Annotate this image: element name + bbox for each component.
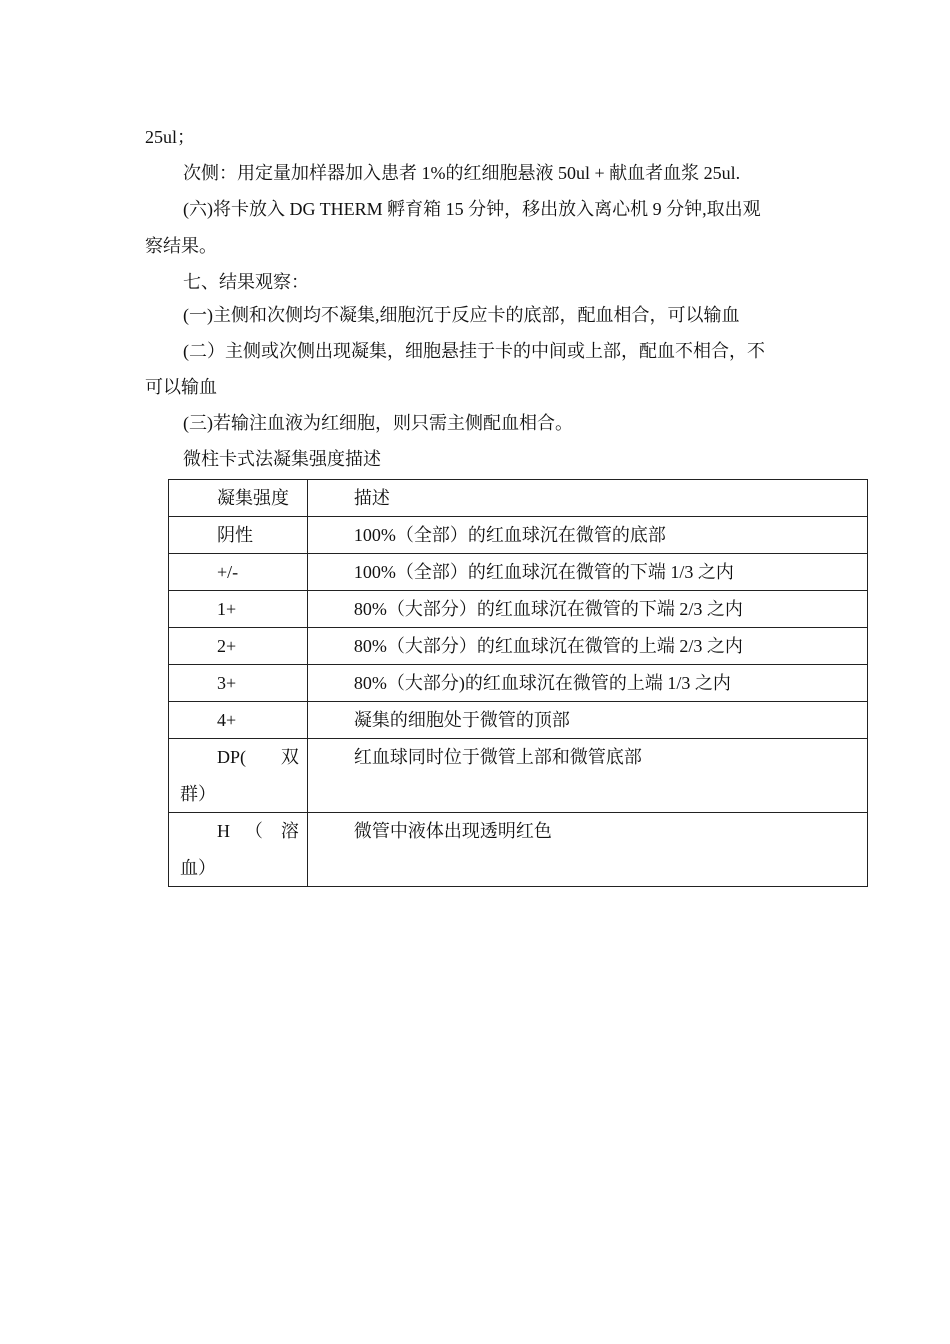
header-description: 描述: [353, 488, 390, 508]
description-cell: 凝集的细胞处于微管的顶部: [353, 710, 570, 730]
header-grade: 凝集强度: [217, 488, 289, 508]
table-caption: 微柱卡式法凝集强度描述: [183, 449, 381, 469]
grade-cell: [169, 813, 307, 886]
table-row: [169, 665, 868, 702]
paragraph-3: (六)将卡放入 DG THERM 孵育箱 15 分钟，移出放入离心机 9 分钟,取出观: [183, 199, 761, 219]
description-cell: 100%（全部）的红血球沉在微管的下端 1/3 之内: [353, 562, 734, 582]
table-row: [169, 628, 868, 665]
paragraph-2: 次侧：用定量加样器加入患者 1%的红细胞悬液 50ul + 献血者血浆 25ul.: [183, 163, 741, 183]
grade-cell: 3+: [217, 673, 237, 693]
paragraph-1: 25ul；: [145, 127, 196, 147]
grade-cell: 2+: [217, 636, 237, 656]
grade-text-part: （ 溶: [244, 821, 299, 841]
table-row: [169, 702, 868, 739]
grade-text-part: 血）: [180, 858, 216, 878]
table-row: [169, 813, 868, 887]
grade-cell: 4+: [217, 710, 237, 730]
paragraph-5-cont: 可以输血: [145, 377, 217, 397]
description-cell: 80%（大部分）的红血球沉在微管的下端 2/3 之内: [353, 599, 743, 619]
grade-cell: 阴性: [217, 525, 253, 545]
grade-text-part: 双: [280, 747, 299, 767]
table-row: [169, 517, 868, 554]
section-heading-results: 七、结果观察：: [183, 272, 309, 292]
description-cell: 红血球同时位于微管上部和微管底部: [353, 747, 642, 767]
table-row: [169, 554, 868, 591]
paragraph-3-cont: 察结果。: [145, 236, 217, 256]
paragraph-5: (二）主侧或次侧出现凝集，细胞悬挂于卡的中间或上部，配血不相合，不: [183, 341, 765, 361]
grade-text-part: 群）: [180, 784, 216, 804]
grade-cell: 1+: [217, 599, 237, 619]
table-row: [169, 739, 868, 813]
description-cell: 80%（大部分)的红血球沉在微管的上端 1/3 之内: [353, 673, 731, 693]
grade-cell: [169, 739, 307, 812]
paragraph-6: (三)若输注血液为红细胞，则只需主侧配血相合。: [183, 413, 573, 433]
table-header-row: [169, 480, 868, 517]
grade-cell: +/-: [217, 562, 239, 582]
description-cell: 微管中液体出现透明红色: [353, 821, 552, 841]
paragraph-4: (一)主侧和次侧均不凝集,细胞沉于反应卡的底部，配血相合，可以输血: [183, 305, 740, 325]
grade-text-part: H: [217, 821, 230, 841]
table-row: [169, 591, 868, 628]
agglutination-table: [168, 479, 868, 887]
grade-text-part: DP(: [217, 747, 247, 767]
description-cell: 100%（全部）的红血球沉在微管的底部: [353, 525, 666, 545]
description-cell: 80%（大部分）的红血球沉在微管的上端 2/3 之内: [353, 636, 743, 656]
